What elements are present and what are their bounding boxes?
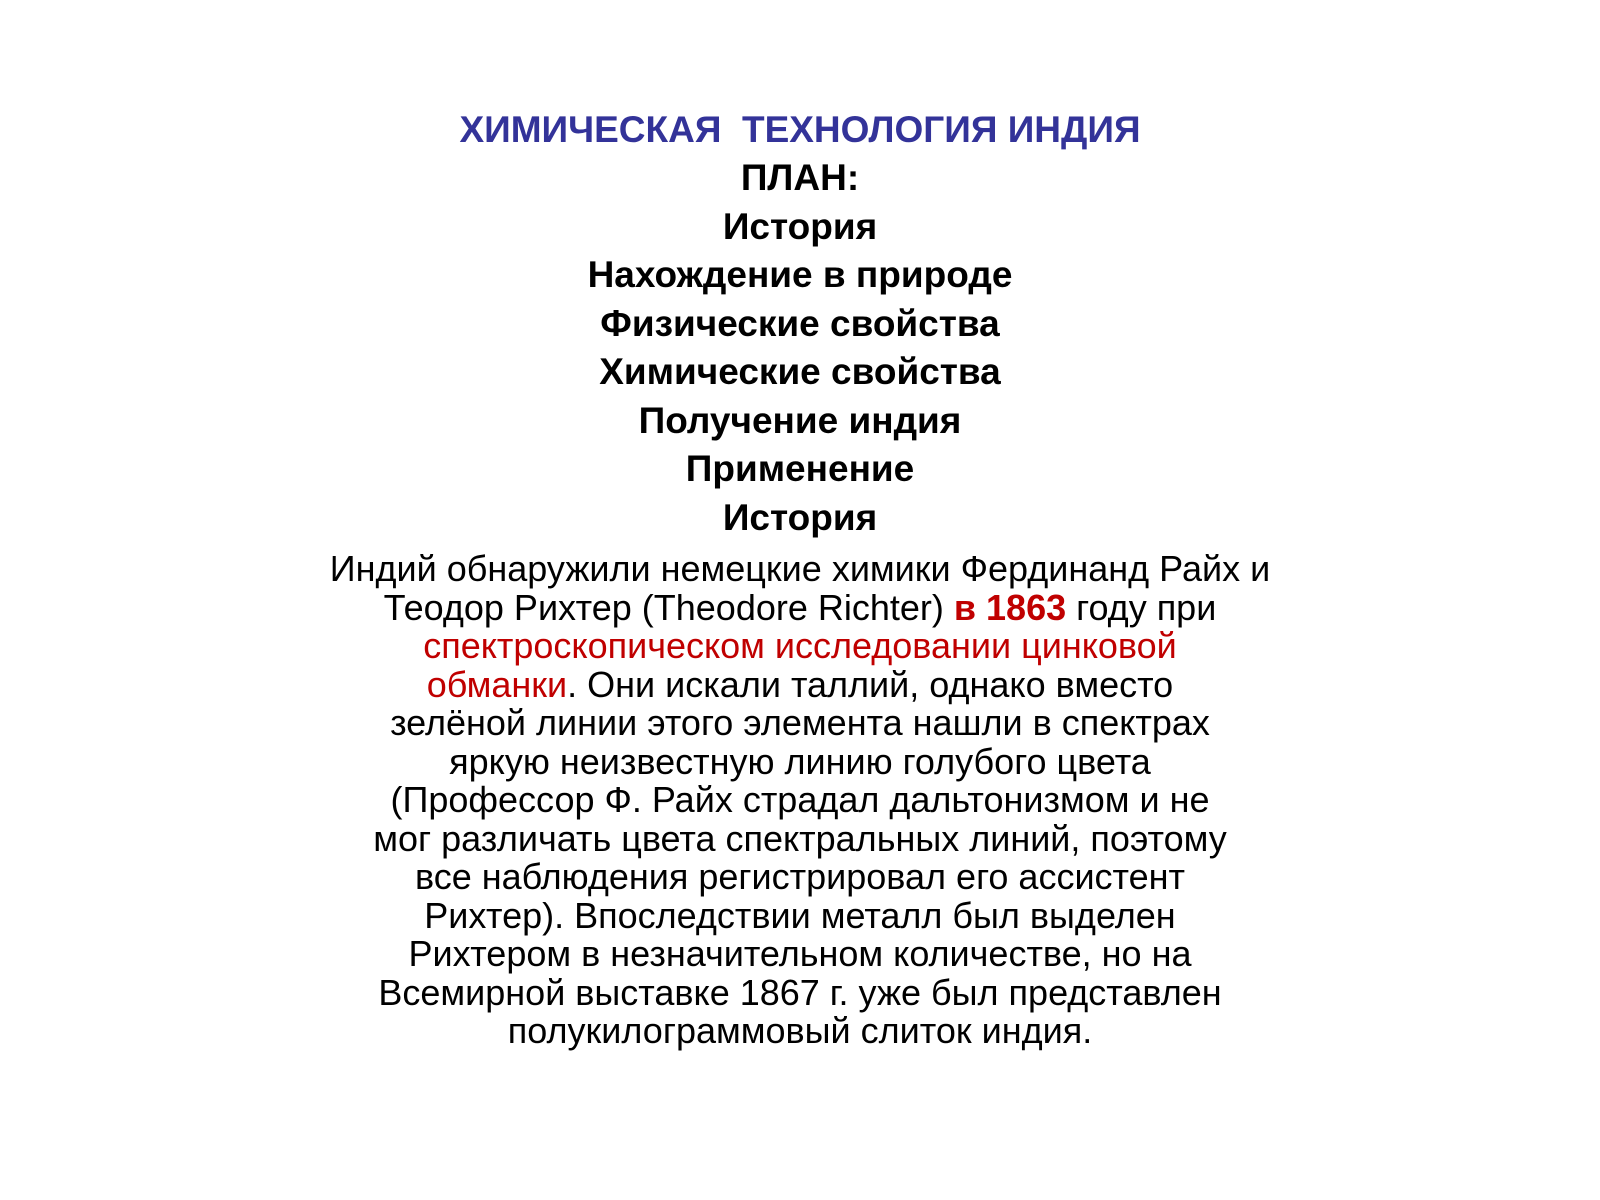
paragraph-line: мог различать цвета спектральных линий, поэтому xyxy=(373,817,1227,859)
plan-item-application: Применение xyxy=(685,448,915,489)
paragraph-line xyxy=(260,663,1340,705)
plan-item-occurrence: Нахождение в природе xyxy=(587,254,1013,295)
plan-item-production: Получение индия xyxy=(638,399,962,441)
paragraph-line: полукилограммовый слиток индия. xyxy=(507,1010,1093,1051)
paragraph-text: Теодор Рихтер (Theodore Richter) xyxy=(383,586,954,628)
paragraph-line-highlight: спектроскопическом исследовании цинковой xyxy=(423,625,1177,666)
plan-item-physical-properties: Физические свойства xyxy=(600,302,1000,344)
history-paragraph xyxy=(260,550,1340,1051)
paragraph-line: зелёной линии этого элемента нашли в спектрах xyxy=(390,702,1210,743)
paragraph-text: году при xyxy=(1066,586,1217,628)
paragraph-line: (Профессор Ф. Райх страдал дальтонизмом и не xyxy=(390,779,1210,820)
heading-block xyxy=(0,106,1600,542)
paragraph-text: . Они искали таллий, однако вместо xyxy=(567,663,1174,705)
paragraph-line xyxy=(260,586,1340,628)
plan-item-chemical-properties: Химические свойства xyxy=(599,351,1001,392)
paragraph-line: все наблюдения регистрировал его ассистент xyxy=(414,856,1186,897)
highlight-text: обманки xyxy=(426,663,568,705)
paragraph-line: яркую неизвестную линию голубого цвета xyxy=(449,740,1151,782)
section-heading-history: История xyxy=(722,496,878,538)
slide-title: ХИМИЧЕСКАЯ ТЕХНОЛОГИЯ ИНДИЯ xyxy=(459,109,1141,150)
paragraph-line: Рихтером в незначительном количестве, но на xyxy=(408,933,1192,974)
year-highlight: в 1863 xyxy=(953,586,1067,628)
paragraph-line: Индий обнаружили немецкие химики Фердинанд Райх и xyxy=(329,548,1271,589)
paragraph-line: Всемирной выставке 1867 г. уже был представлен xyxy=(378,971,1222,1013)
plan-heading: ПЛАН: xyxy=(740,157,860,198)
plan-item-history: История xyxy=(722,205,878,247)
paragraph-line: Рихтер). Впоследствии металл был выделен xyxy=(424,894,1176,936)
